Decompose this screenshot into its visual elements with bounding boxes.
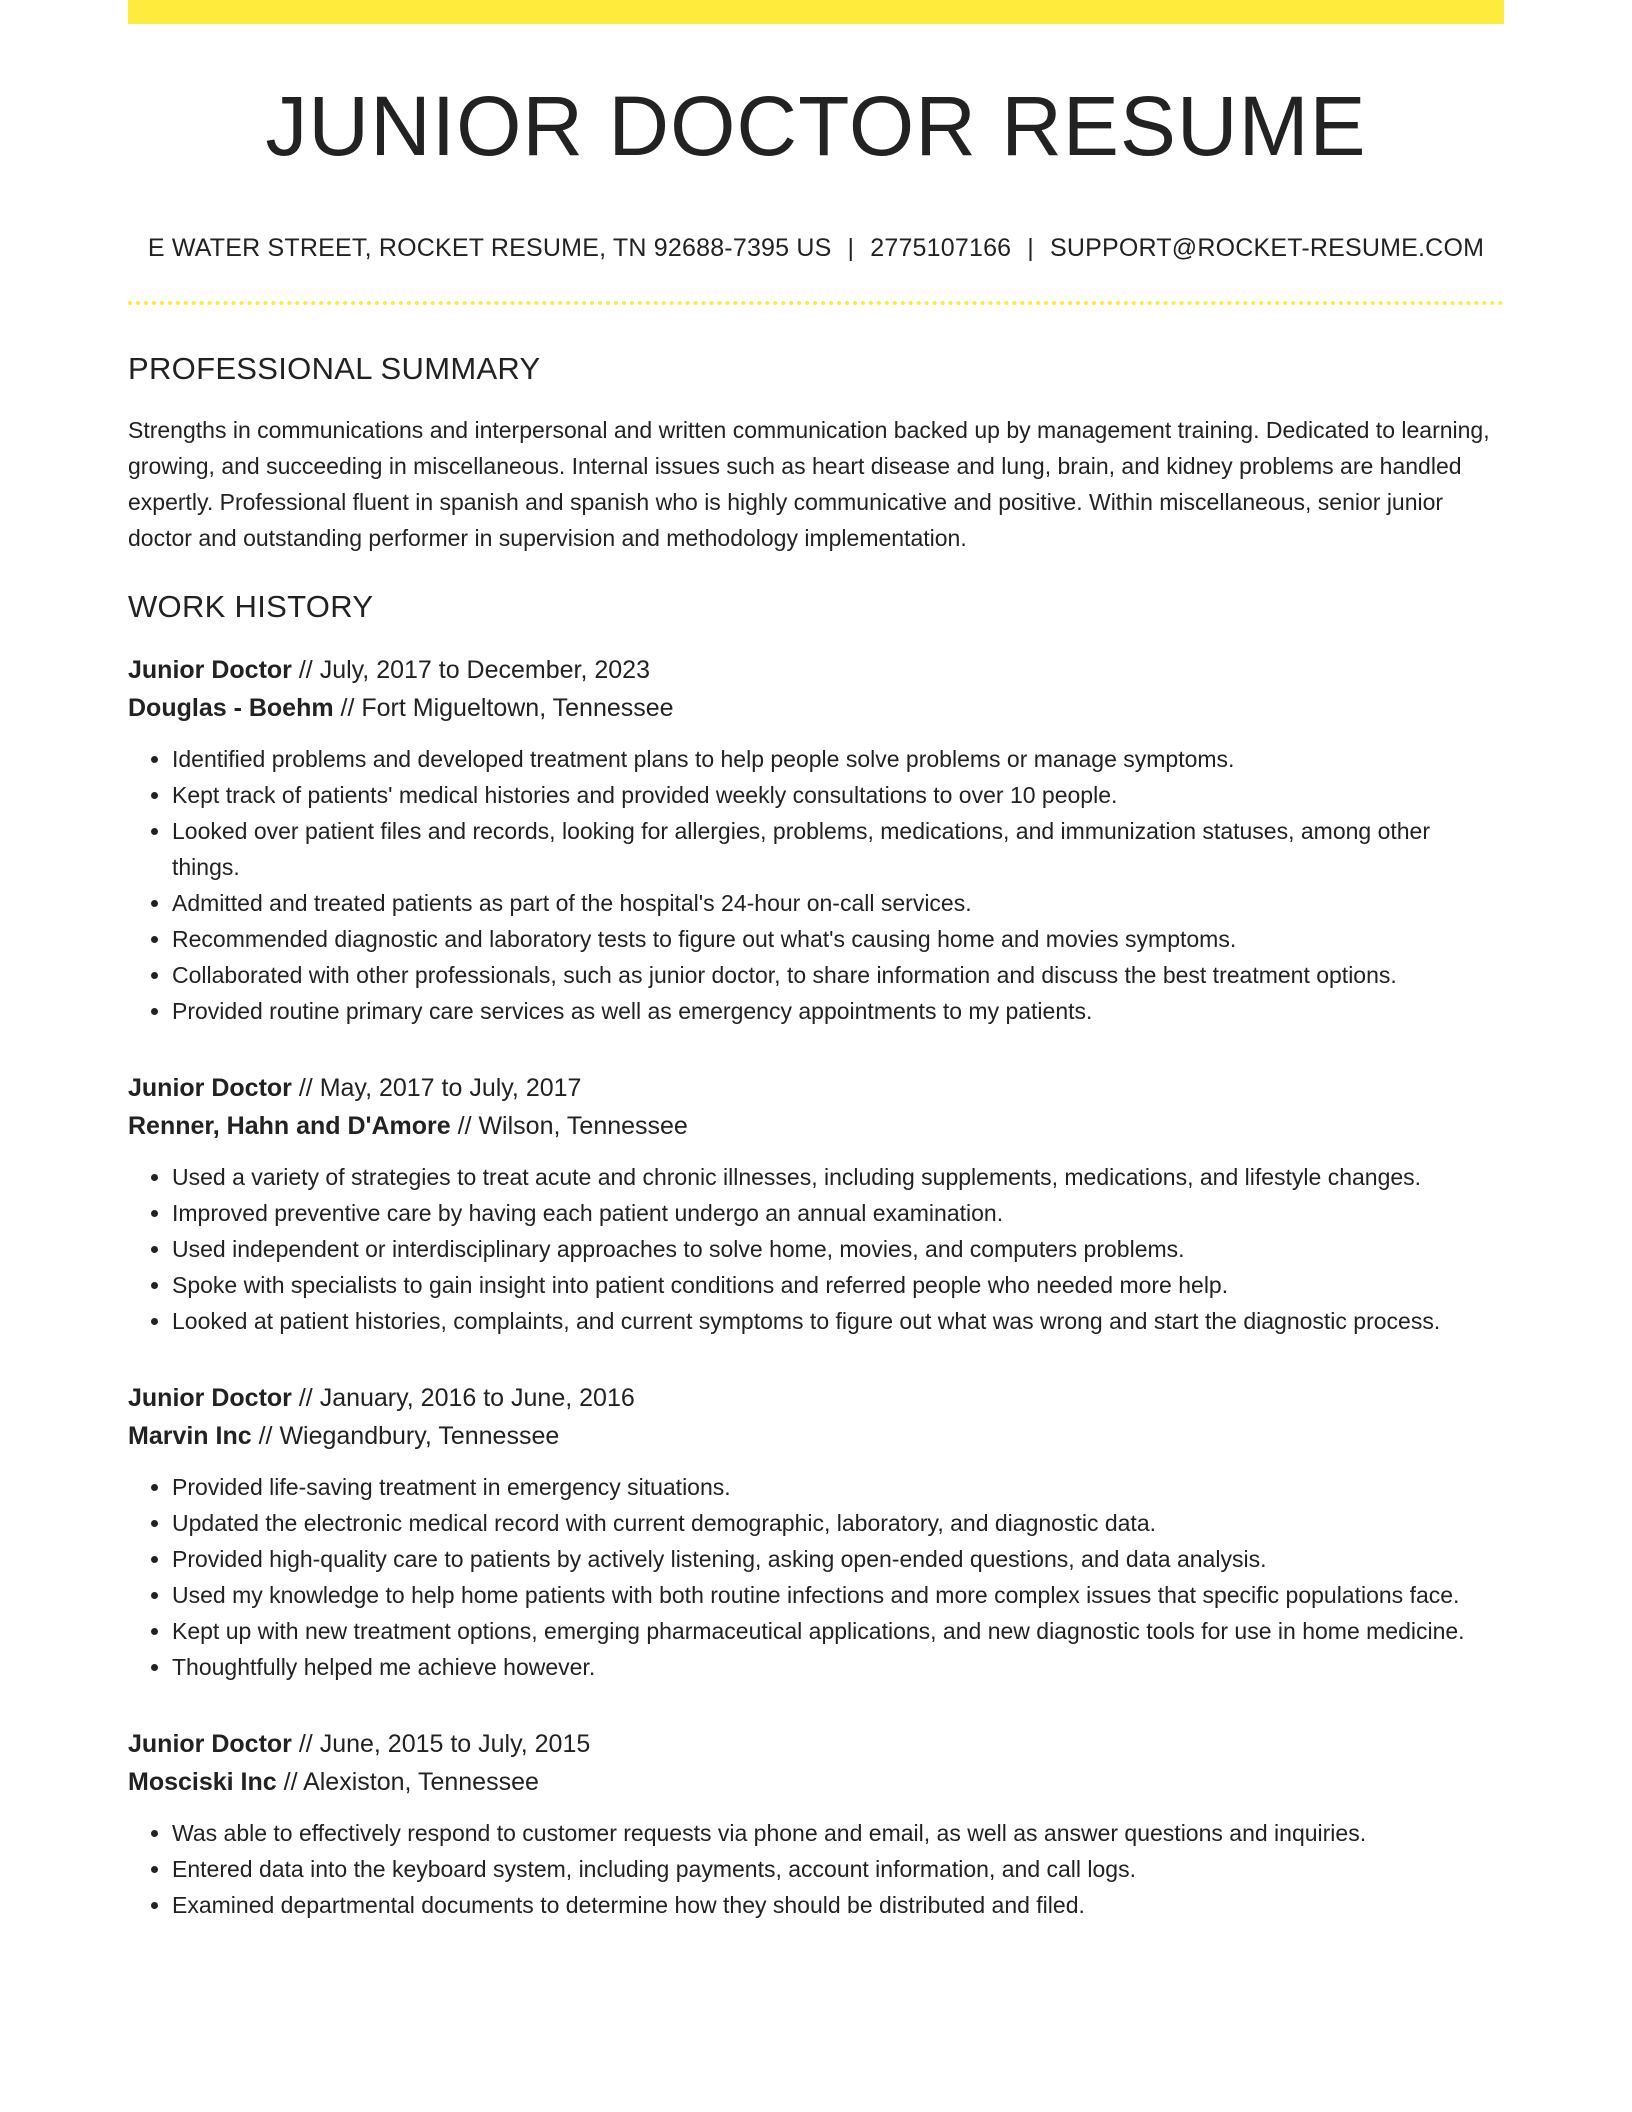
duty-item: • Collaborated with other professionals, such as junior doctor, to share information and discuss the best treatment options. [172,957,1504,993]
duty-item: • Recommended diagnostic and laboratory tests to figure out what's causing home and movies symptoms. [172,921,1504,957]
duty-item: • Improved preventive care by having each patient undergo an annual examination. [172,1195,1504,1231]
job-entry [128,1379,1504,1685]
duty-item: • Examined departmental documents to determine how they should be distributed and filed. [172,1887,1504,1923]
job-title-line [128,1725,1504,1763]
dotted-divider [128,301,1504,305]
contact-line [128,234,1504,263]
job-dates: // May, 2017 to July, 2017 [298,1074,582,1102]
resume-title: JUNIOR DOCTOR RESUME [265,79,1367,173]
duty-item: • Updated the electronic medical record with current demographic, laboratory, and diagnostic data. [172,1505,1504,1541]
job-title-line [128,1069,1504,1107]
job-entry [128,1725,1504,1923]
duty-item: • Looked over patient files and records, looking for allergies, problems, medications, and immunization statuses, among other things. [172,813,1504,885]
summary-text: Strengths in communications and interpersonal and written communication backed up by management training. Dedicated to learning, growing, and succeeding in miscellaneous. Internal issues such as heart disease and lung, brain, and kidney problems are handled expertly. Professional fluent in spanish and spanish who is highly communicative and positive. Within miscellaneous, senior junior doctor and outstanding performer in supervision and methodology implementation. [128,417,1490,551]
job-dates: // January, 2016 to June, 2016 [298,1384,635,1412]
contact-address: E WATER STREET, ROCKET RESUME, TN 92688-7395 US [147,234,832,262]
job-entry [128,1069,1504,1339]
work-history-heading: WORK HISTORY [128,589,374,624]
duty-item: • Provided routine primary care services as well as emergency appointments to my patients. [172,993,1504,1029]
contact-separator: | [847,234,855,262]
job-title: Junior Doctor [128,1074,292,1102]
top-accent-bar [128,0,1504,24]
job-location: // Wiegandbury, Tennessee [258,1422,560,1450]
duty-item: • Used a variety of strategies to treat acute and chronic illnesses, including supplements, medications, and lifestyle changes. [172,1159,1504,1195]
duty-item: • Admitted and treated patients as part of the hospital's 24-hour on-call services. [172,885,1504,921]
job-title: Junior Doctor [128,656,292,684]
duty-item: • Looked at patient histories, complaints, and current symptoms to figure out what was wrong and start the diagnostic process. [172,1303,1504,1339]
job-title-line [128,651,1504,689]
job-location: // Wilson, Tennessee [457,1112,688,1140]
job-company-line [128,1417,1504,1455]
duty-item: • Thoughtfully helped me achieve however. [172,1649,1504,1685]
job-dates: // July, 2017 to December, 2023 [298,656,650,684]
job-company-line [128,1107,1504,1145]
job-title-line [128,1379,1504,1417]
duty-item: • Used independent or interdisciplinary approaches to solve home, movies, and computers problems. [172,1231,1504,1267]
summary-heading: PROFESSIONAL SUMMARY [128,351,541,386]
job-duties-list [128,1159,1504,1339]
duty-item: • Identified problems and developed treatment plans to help people solve problems or manage symptoms. [172,741,1504,777]
job-company-line [128,1763,1504,1801]
duty-item: • Kept up with new treatment options, emerging pharmaceutical applications, and new diagnostic tools for use in home medicine. [172,1613,1504,1649]
contact-email: SUPPORT@ROCKET-RESUME.COM [1049,234,1485,262]
job-duties-list [128,1815,1504,1923]
job-company: Marvin Inc [128,1422,252,1450]
job-company: Douglas - Boehm [128,694,334,722]
contact-phone: 2775107166 [870,234,1012,262]
duty-item: • Kept track of patients' medical histories and provided weekly consultations to over 10 people. [172,777,1504,813]
duty-item: • Provided life-saving treatment in emergency situations. [172,1469,1504,1505]
job-location: // Alexiston, Tennessee [283,1768,539,1796]
contact-separator: | [1027,234,1034,262]
job-location: // Fort Migueltown, Tennessee [340,694,674,722]
duty-item: • Was able to effectively respond to customer requests via phone and email, as well as answer questions and inquiries. [172,1815,1504,1851]
duty-item: • Provided high-quality care to patients by actively listening, asking open-ended questions, and data analysis. [172,1541,1504,1577]
duty-item: • Used my knowledge to help home patients with both routine infections and more complex issues that specific populations face. [172,1577,1504,1613]
job-company-line [128,689,1504,727]
job-company: Renner, Hahn and D'Amore [128,1112,451,1140]
job-company: Mosciski Inc [128,1768,277,1796]
job-title: Junior Doctor [128,1384,292,1412]
job-duties-list [128,741,1504,1029]
job-title: Junior Doctor [128,1730,292,1758]
duty-item: • Spoke with specialists to gain insight into patient conditions and referred people who needed more help. [172,1267,1504,1303]
job-entry [128,651,1504,1029]
job-dates: // June, 2015 to July, 2015 [298,1730,591,1758]
resume-page [128,0,1504,1923]
job-duties-list [128,1469,1504,1685]
work-history-list [128,651,1504,1923]
duty-item: • Entered data into the keyboard system, including payments, account information, and call logs. [172,1851,1504,1887]
